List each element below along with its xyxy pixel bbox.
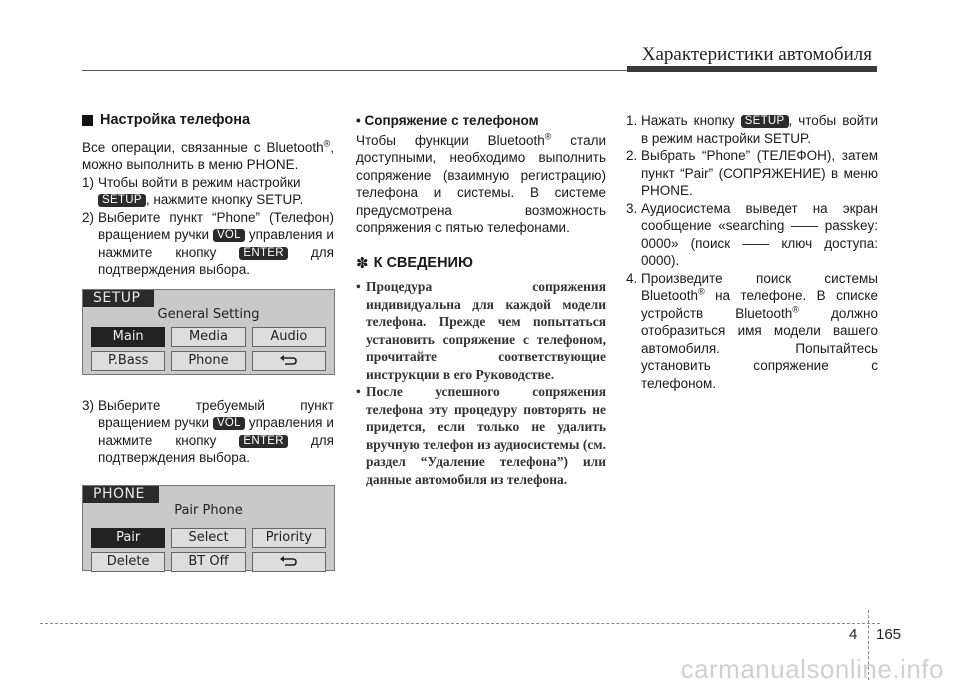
step-text: управления и нажмите кнопку xyxy=(98,415,334,448)
watermark: carmanualsonline.info xyxy=(680,654,944,684)
subsection-title: • Сопряжение с телефоном xyxy=(356,113,539,128)
screen-button-pbass: P.Bass xyxy=(91,351,165,371)
pairing-paragraph xyxy=(356,132,606,237)
setup-screen-illustration xyxy=(82,289,335,375)
screen-button-grid xyxy=(91,528,326,572)
intro-paragraph xyxy=(82,139,334,174)
section-title-text: Настройка телефона xyxy=(100,112,251,128)
registered-mark: ® xyxy=(792,304,799,314)
step-text: Аудиосистема выведет на экран сообщение «searching —— passkey: 0000» (поиск —— ключ доступа: 0000). xyxy=(641,200,878,268)
step-text: управления и нажмите кнопку xyxy=(98,227,334,260)
intro-comma: , xyxy=(330,139,334,155)
enter-key-badge: ENTER xyxy=(239,435,287,448)
screen-button-main: Main xyxy=(91,327,165,347)
asterisk-icon: ✽ xyxy=(356,254,369,272)
paragraph-text: стали доступными, необходимо выполнить сопряжение (взаимную регистрацию) телефона и системы. В системе предусмотрена возможность сопряжения с пятью телефонами. xyxy=(356,132,606,235)
step-text: на телефоне. В списке устройств Bluetooth xyxy=(641,288,878,321)
page-number: 165 xyxy=(876,626,902,643)
vol-key-badge: VOL xyxy=(213,417,245,430)
bullet: • xyxy=(356,279,361,294)
screen-button-priority: Priority xyxy=(252,528,326,548)
step-body xyxy=(98,174,334,209)
screen-subtitle: General Setting xyxy=(157,306,260,322)
column-left xyxy=(82,112,334,593)
registered-mark: ® xyxy=(698,286,705,297)
step-number: 3) xyxy=(82,397,95,413)
screen-button-audio: Audio xyxy=(252,327,326,347)
screen-button-phone: Phone xyxy=(171,351,245,371)
screen-subtitle: Pair Phone xyxy=(174,502,243,518)
header-rule xyxy=(82,70,627,71)
screen-button-pair: Pair xyxy=(91,528,165,548)
step-number: 2. xyxy=(626,148,638,163)
notice-item xyxy=(356,278,606,383)
vol-key-badge: VOL xyxy=(213,229,245,242)
back-arrow-icon xyxy=(279,354,299,366)
step-text: для подтверждения выбора. xyxy=(98,432,334,465)
step-text: , чтобы войти в режим настройки SETUP. xyxy=(641,113,878,146)
bullet: • xyxy=(356,384,361,399)
screen-button-back xyxy=(252,351,326,371)
footer-rule xyxy=(40,623,880,624)
notice-item xyxy=(356,383,606,488)
back-arrow-icon xyxy=(279,555,299,567)
step-text: должно отобразиться имя модели вашего автомобиля. Попытайтесь установить сопряжение с телефоном. xyxy=(641,305,878,391)
notice-body xyxy=(356,278,606,488)
pair-step-3 xyxy=(626,200,878,270)
square-bullet-icon xyxy=(82,115,93,126)
screen-button-bt-off: BT Off xyxy=(171,552,245,572)
intro-text-2: можно выполнить в меню PHONE. xyxy=(82,157,299,172)
notice-title xyxy=(356,255,606,273)
step-number: 1) xyxy=(82,174,95,190)
step-number: 4. xyxy=(626,270,638,286)
step-number: 2) xyxy=(82,209,95,225)
step-body xyxy=(98,209,334,279)
step-text: Нажать кнопку xyxy=(641,113,741,128)
screen-mode-label: SETUP xyxy=(83,290,154,307)
step-number: 1. xyxy=(626,113,638,128)
step-body xyxy=(641,112,878,147)
setup-key-badge: SETUP xyxy=(741,115,789,128)
step-text: Чтобы войти в режим настройки xyxy=(98,174,301,190)
step-text: для подтверждения выбора. xyxy=(98,244,334,277)
registered-mark: ® xyxy=(323,138,331,148)
screen-button-media: Media xyxy=(171,327,245,347)
screen-button-select: Select xyxy=(171,528,245,548)
screen-mode-label: PHONE xyxy=(83,486,159,503)
notice-text: Процедура сопряжения индивидуальна для каждой модели телефона. Прежде чем попытаться установить сопряжение с телефоном, прочитайте соответствующие инструкции в его Руководстве. xyxy=(366,279,606,382)
step-3 xyxy=(82,397,334,467)
step-text: , нажмите кнопку SETUP. xyxy=(145,192,304,207)
step-text: Произведите поиск системы Bluetooth xyxy=(641,270,878,303)
pair-step-2 xyxy=(626,147,878,200)
chapter-number: 4 xyxy=(849,626,858,643)
pair-step-4 xyxy=(626,270,878,393)
notice-title-text: К СВЕДЕНИЮ xyxy=(373,254,473,271)
header-rule-accent xyxy=(627,66,877,72)
screen-button-back xyxy=(252,552,326,572)
step-text: Выберите пункт “Phone” (Телефон) вращением ручки xyxy=(98,209,334,242)
column-middle xyxy=(356,112,606,488)
section-title xyxy=(82,112,334,130)
pair-step-1 xyxy=(626,112,878,147)
enter-key-badge: ENTER xyxy=(239,247,287,260)
step-text: Выберите требуемый пункт вращением ручки xyxy=(98,397,334,430)
step-1 xyxy=(82,174,334,209)
step-body xyxy=(98,397,334,467)
registered-mark: ® xyxy=(544,131,552,141)
column-right xyxy=(626,112,878,392)
step-number: 3. xyxy=(626,200,638,216)
notice-text: После успешного сопряжения телефона эту процедуру повторять не придется, если только не удалить вручную телефон из аудиосистемы (см. раздел “Удаление телефона”) или данные автомобиля из телефона. xyxy=(366,384,606,487)
phone-screen-illustration xyxy=(82,485,335,571)
screen-button-delete: Delete xyxy=(91,552,165,572)
step-2 xyxy=(82,209,334,279)
step-text: Выбрать “Phone” (ТЕЛЕФОН), затем пункт “Pair” (СОПРЯЖЕНИЕ) в меню PHONE. xyxy=(641,148,878,198)
setup-key-badge: SETUP xyxy=(98,194,146,207)
paragraph-text: Чтобы функции Bluetooth xyxy=(356,132,545,148)
screen-button-grid xyxy=(91,327,326,371)
header-title: Характеристики автомобиля xyxy=(641,44,872,65)
step-body xyxy=(641,270,878,393)
intro-text: Все операции, связанные с Bluetooth xyxy=(82,139,324,155)
